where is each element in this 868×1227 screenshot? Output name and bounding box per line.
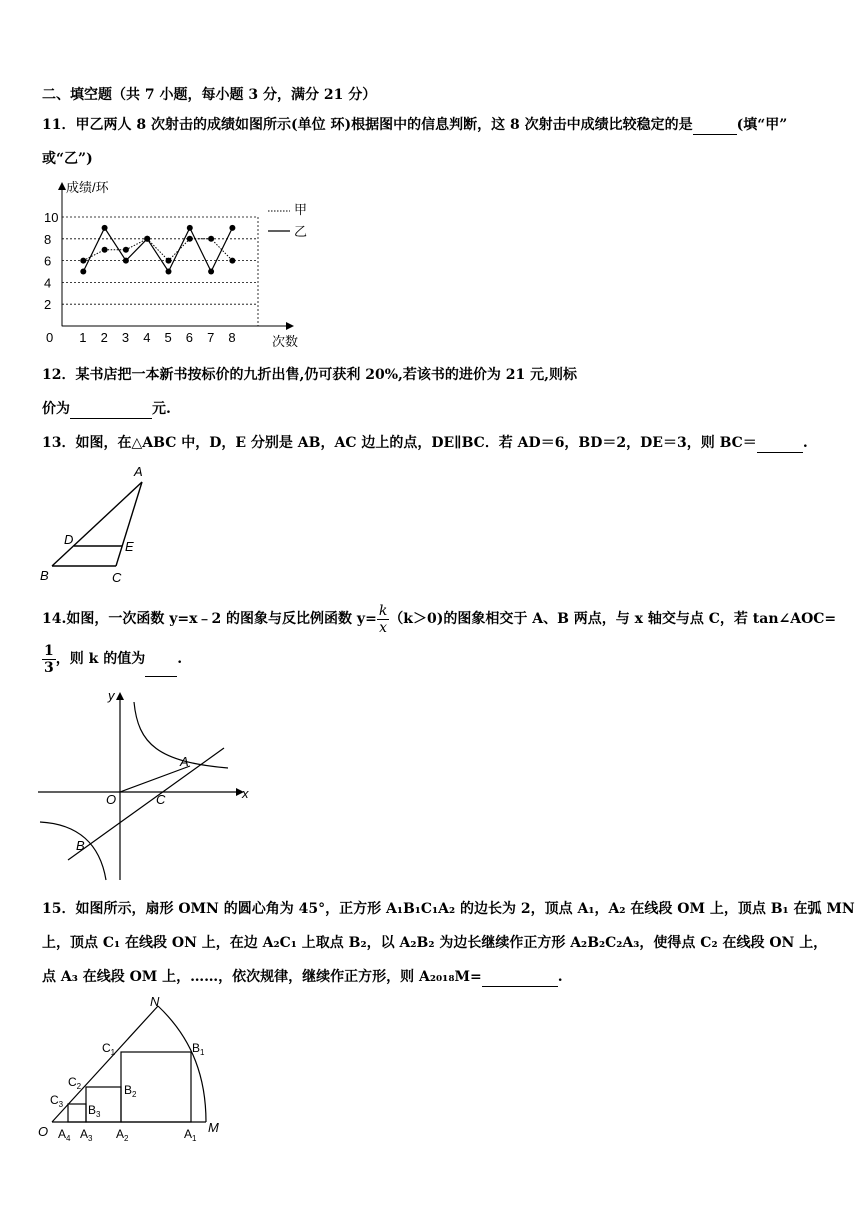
q11-number: 11． <box>42 117 76 133</box>
q12-line2 <box>42 400 171 419</box>
q13-answer-blank[interactable] <box>757 434 803 453</box>
chart-xlabel: 次数 <box>272 334 299 349</box>
chart-ylabel: 成绩/环 <box>66 180 109 195</box>
jia-point <box>229 258 235 264</box>
q14-end: . <box>177 651 183 667</box>
label-y: y <box>108 688 115 703</box>
q11-line1 <box>42 116 787 135</box>
q12-text-b: 价为 <box>42 401 70 417</box>
label-A1: A <box>184 1127 193 1141</box>
label-N: N <box>150 994 160 1009</box>
q11-text-b: (填“甲” <box>736 117 788 133</box>
q14-text-b: （k＞0)的图象相交于 A、B 两点，与 x 轴交与点 C，若 tan∠AOC= <box>389 611 837 627</box>
label-C: C <box>156 792 166 807</box>
svg-text:A2: $A_2$ <box>116 1127 129 1143</box>
label-C3: C <box>50 1093 59 1107</box>
q11-line-chart <box>40 176 330 356</box>
q13-end: . <box>802 435 808 451</box>
y-tick-label: 2 <box>44 297 52 313</box>
label-A2: A <box>116 1127 125 1141</box>
label-D: D <box>64 532 74 547</box>
q14-text-a: 如图，一次函数 y=x﹣2 的图象与反比例函数 y= <box>66 611 377 627</box>
x-tick-label: 2 <box>100 330 108 345</box>
q15-line3 <box>42 968 563 987</box>
q14-text-c: ，则 k 的值为 <box>55 651 146 667</box>
q15-text-3: 点 A₃ 在线段 OM 上，……，依次规律，继续作正方形，则 A₂₀₁₈M= <box>42 969 482 985</box>
q13-text: 如图，在△ABC 中，D，E 分别是 AB，AC 边上的点，DE∥BC．若 AD＝6，BD＝2，DE＝3，则 BC＝ <box>75 435 757 451</box>
label-A: A <box>134 464 143 479</box>
section-title: 二、填空题（共 7 小题，每小题 3 分，满分 21 分） <box>42 87 377 103</box>
q15-end: . <box>557 969 563 985</box>
svg-text:A3: $A_3$ <box>80 1127 93 1143</box>
q14-number: 14. <box>42 611 67 627</box>
yi-point <box>229 225 235 231</box>
y-tick-label: 6 <box>44 253 52 269</box>
q12-answer-blank[interactable] <box>70 400 152 419</box>
svg-text:B2: $B_2$ <box>124 1083 137 1099</box>
q11-answer-blank[interactable] <box>693 116 737 135</box>
q12-number: 12． <box>42 367 76 383</box>
svg-text:C1: $C_1$ <box>102 1041 116 1057</box>
x-tick-label: 4 <box>143 330 151 345</box>
yi-point <box>187 225 193 231</box>
legend-yi: 乙 <box>294 224 308 239</box>
label-B2: B <box>124 1083 133 1097</box>
yi-point <box>102 225 108 231</box>
label-B: B <box>76 838 85 853</box>
svg-text:B3: $B_3$ <box>88 1103 101 1119</box>
svg-text:A1: $A_1$ <box>184 1127 197 1143</box>
jia-point <box>80 258 86 264</box>
chart-origin: 0 <box>46 330 54 345</box>
svg-text:C3: $C_3$ <box>50 1093 64 1109</box>
label-M: M <box>208 1120 219 1135</box>
q14-function-graph <box>38 684 258 884</box>
yi-point <box>80 269 86 275</box>
q14-line1 <box>42 602 836 636</box>
label-C2: C <box>68 1075 77 1089</box>
q13-number: 13． <box>42 435 76 451</box>
q15-answer-blank[interactable] <box>482 968 558 987</box>
q12-text-c: 元. <box>152 401 171 417</box>
q14-fraction-k-over-x: $\frac{k}{x}$ <box>378 602 388 636</box>
label-O: O <box>106 792 117 807</box>
svg-text:C2: $C_2$ <box>68 1075 82 1091</box>
q11-text-a: 甲乙两人 8 次射击的成绩如图所示(单位 环)根据图中的信息判断，这 8 次射击中成绩比较稳定的是 <box>75 117 693 133</box>
q15-line1 <box>42 900 855 918</box>
label-C: C <box>112 570 122 585</box>
q15-number: 15． <box>42 901 76 917</box>
q12-line1 <box>42 366 577 384</box>
label-x: x <box>242 786 249 801</box>
label-E: E <box>125 539 134 554</box>
jia-point <box>166 258 172 264</box>
x-tick-label: 7 <box>207 330 215 345</box>
label-B1: B <box>192 1041 201 1055</box>
q13-line <box>42 434 808 453</box>
q13-triangle-figure <box>36 462 156 587</box>
yi-point <box>166 269 172 275</box>
jia-point <box>187 236 193 242</box>
jia-point <box>123 247 129 253</box>
label-C1: C <box>102 1041 111 1055</box>
q14-line2 <box>42 642 182 677</box>
legend-jia: 甲 <box>294 202 308 217</box>
q14-fraction-one-third: $\frac{1}{3}$ <box>44 642 54 676</box>
q15-line2: 上，顶点 C₁ 在线段 ON 上，在边 A₂C₁ 上取点 B₂，以 A₂B₂ 为边长继续作正方形 A₂B₂C₂A₃，使得点 C₂ 在线段 ON 上， <box>42 935 828 951</box>
yi-point <box>208 269 214 275</box>
x-tick-label: 6 <box>185 330 194 345</box>
label-A3: A <box>80 1127 89 1141</box>
x-tick-label: 3 <box>121 330 130 345</box>
y-tick-label: 10 <box>44 210 59 225</box>
q14-answer-blank[interactable] <box>145 642 177 677</box>
q11-line2: 或“乙”) <box>42 151 93 167</box>
label-A: A <box>180 754 189 769</box>
q15-sector-figure <box>34 994 234 1150</box>
x-tick-label: 1 <box>79 330 87 345</box>
label-B3: B <box>88 1103 97 1117</box>
y-tick-label: 4 <box>44 275 52 291</box>
y-tick-label: 8 <box>44 231 52 247</box>
x-tick-label: 5 <box>164 330 172 345</box>
q12-text-a: 某书店把一本新书按标价的九折出售,仍可获利 20%,若该书的进价为 21 元,则标 <box>75 367 577 383</box>
svg-text:B1: $B_1$ <box>192 1041 205 1057</box>
jia-point <box>208 236 214 242</box>
x-tick-label: 8 <box>228 330 236 345</box>
jia-point <box>102 247 108 253</box>
svg-text:A4: $A_4$ <box>58 1127 71 1143</box>
yi-point <box>123 258 129 264</box>
q15-text-1: 如图所示，扇形 OMN 的圆心角为 45°，正方形 A₁B₁C₁A₂ 的边长为 2，顶点 A₁，A₂ 在线段 OM 上，顶点 B₁ 在弧 MN <box>75 901 855 917</box>
yi-point <box>144 236 150 242</box>
label-O: O <box>38 1124 49 1139</box>
label-B: B <box>40 568 49 583</box>
label-A4: A <box>58 1127 67 1141</box>
